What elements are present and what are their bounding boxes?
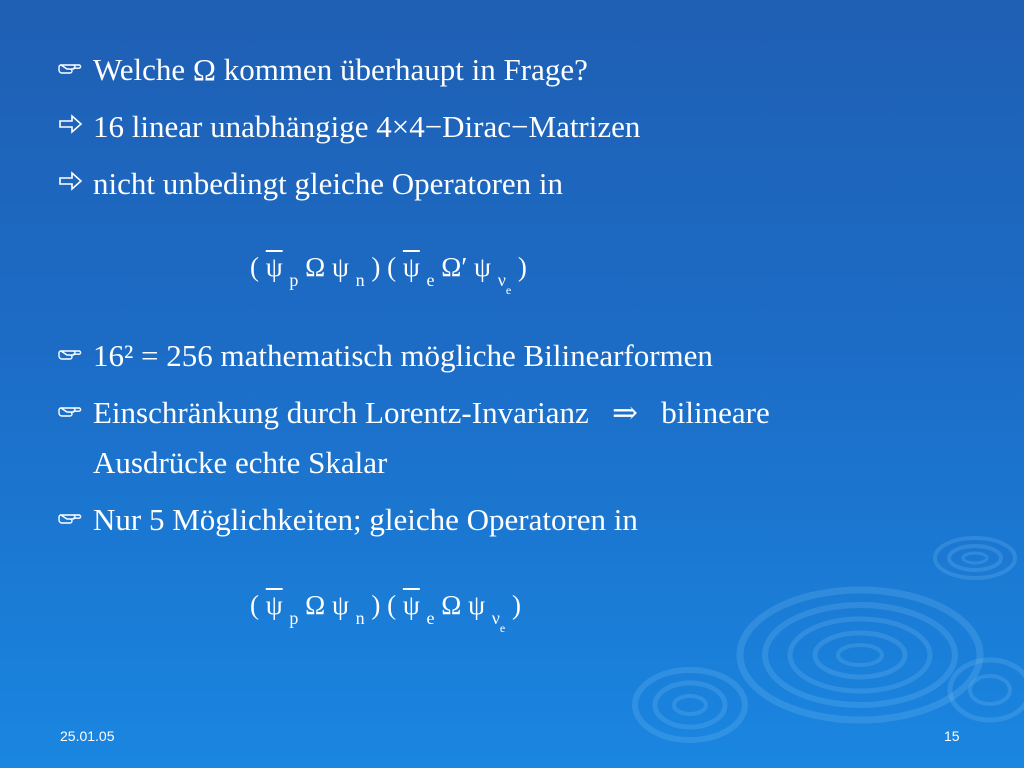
psi-bar: $\overline{\psi}$ — [402, 252, 420, 282]
formula-2 — [250, 590, 521, 636]
paren: ( — [250, 590, 259, 620]
omega-prime: Ω′ — [441, 252, 468, 282]
subscript-nu: ν — [491, 608, 500, 628]
paren: ( — [387, 252, 397, 282]
subscript-p: p — [289, 608, 299, 628]
paren: ) — [512, 590, 521, 620]
paren: ) — [517, 252, 527, 282]
psi: ψ — [468, 590, 486, 620]
subscript-e: e — [426, 608, 435, 628]
bullet-text: 16 linear unabhängige 4×4−Dirac−Matrizen — [93, 109, 641, 144]
bullet-text-line2: Ausdrücke echte Skalar — [93, 445, 388, 480]
pointing-hand-icon — [58, 342, 84, 364]
subscript-p: p — [289, 270, 299, 290]
bullet-text: 16² = 256 mathematisch mögliche Bilinearformen — [93, 338, 713, 373]
subscript-nu-e: e — [499, 621, 506, 635]
psi-bar: $\overline{\psi}$ — [265, 252, 283, 282]
pointing-hand-icon — [58, 506, 84, 528]
pointing-hand-icon — [58, 399, 84, 421]
subscript-e: e — [426, 270, 435, 290]
footer-date: 25.01.05 — [60, 728, 115, 744]
psi-bar: $\overline{\psi}$ — [265, 590, 283, 620]
bullet-text: Einschränkung durch Lorentz-Invarianz ⇒ bilineare — [93, 395, 770, 430]
psi: ψ — [474, 252, 491, 282]
psi: ψ — [331, 252, 349, 282]
psi: ψ — [331, 590, 349, 620]
subscript-n: n — [355, 608, 365, 628]
subscript-nu-e: e — [505, 283, 512, 297]
paren: ( — [250, 252, 259, 282]
footer-page-number: 15 — [944, 728, 960, 744]
omega: Ω — [305, 590, 326, 620]
formula-1 — [250, 252, 527, 298]
bullet-text: Welche Ω kommen überhaupt in Frage? — [93, 52, 588, 87]
paren: ) — [371, 252, 381, 282]
outline-arrow-icon — [58, 170, 84, 192]
paren: ( — [387, 590, 397, 620]
pointing-hand-icon — [58, 56, 84, 78]
omega: Ω — [441, 590, 462, 620]
bullet-text: nicht unbedingt gleiche Operatoren in — [93, 166, 564, 201]
bullet-text: Nur 5 Möglichkeiten; gleiche Operatoren in — [93, 502, 638, 537]
psi-bar: $\overline{\psi}$ — [402, 590, 420, 620]
outline-arrow-icon — [58, 113, 84, 135]
omega: Ω — [305, 252, 326, 282]
paren: ) — [371, 590, 381, 620]
subscript-nu: ν — [497, 270, 506, 290]
subscript-n: n — [355, 270, 365, 290]
